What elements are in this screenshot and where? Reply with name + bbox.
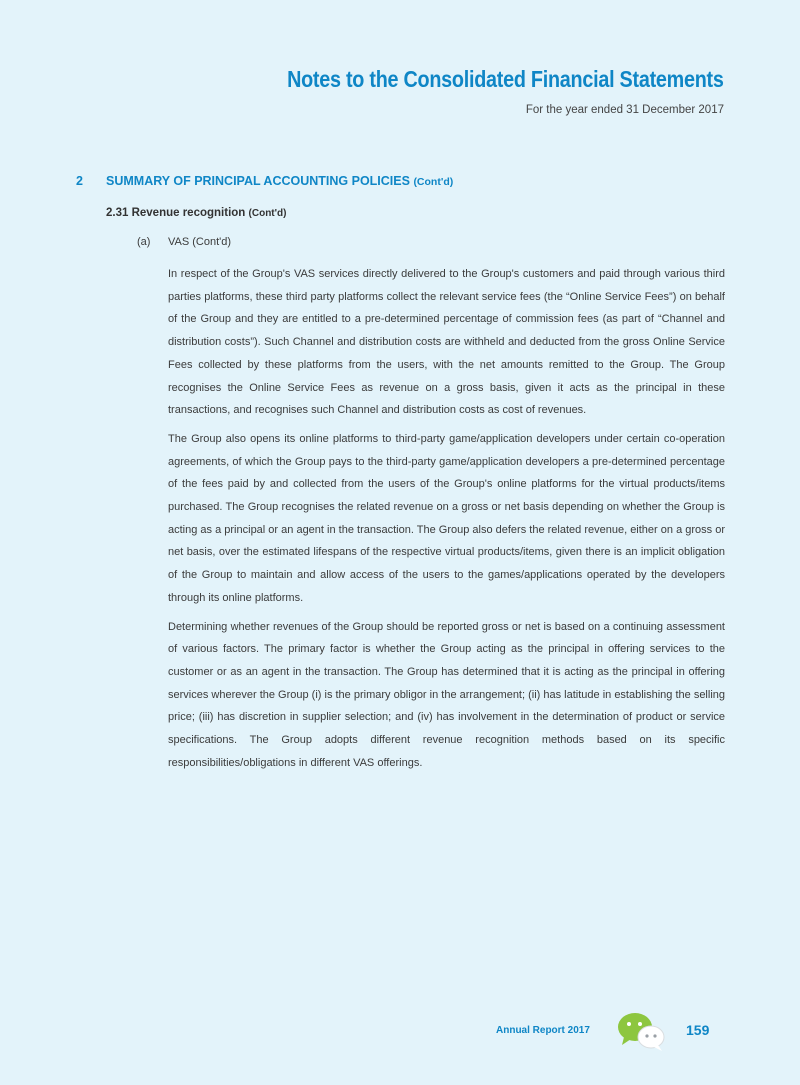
- section-contd: (Cont'd): [413, 176, 454, 188]
- item-heading: [137, 236, 231, 248]
- subsection-contd: (Cont'd): [248, 208, 287, 219]
- footer-label: Annual Report 2017: [496, 1025, 590, 1036]
- page-number: 159: [686, 1022, 710, 1038]
- section-title: SUMMARY OF PRINCIPAL ACCOUNTING POLICIES: [106, 174, 410, 188]
- wechat-logo-icon: [616, 1010, 668, 1052]
- paragraph: Determining whether revenues of the Group should be reported gross or net is based on a continuing assessment of various factors. The primary factor is whether the Group acting as the principal in offering services to the customer or as an agent in the transaction. The Group has determined that it is acting as the principal in offering services wherever the Group (i) is the primary obligor in the arrangement; (ii) has latitude in establishing the selling price; (iii) has discretion in supplier selection; and (iv) has involvement in the determination of product or service specifications. The Group adopts different revenue recognition methods based on its specific responsibilities/obligations in different VAS offerings.: [168, 620, 725, 769]
- page-subtitle: For the year ended 31 December 2017: [525, 104, 724, 116]
- section-number: 2: [76, 174, 83, 188]
- item-label: (a): [137, 236, 151, 248]
- paragraph: In respect of the Group's VAS services directly delivered to the Group's customers and paid through various third parties platforms, these third party platforms collect the relevant service fees (the “Online Service Fees”) on behalf of the Group and they are entitled to a pre-determined percentage of commission fees (as part of “Channel and distribution costs”). Such Channel and distribution costs are withheld and deducted from the gross Online Service Fees collected by these platforms from the users, with the net amounts remitted to the Group. The Group recognises the Online Service Fees as revenue on a gross basis, given it acts as the principal in these transactions, and recognises such Channel and distribution costs as cost of revenues.: [168, 268, 725, 417]
- paragraph: The Group also opens its online platforms to third-party game/application developers under certain co-operation agreements, of which the Group pays to the third-party game/application developers a pre-determined percentage of the fees paid by and collected from the users of the Group's online platforms for the virtual products/items purchased. The Group recognises the related revenue on a gross or net basis depending on whether the Group is acting as a principal or an agent in the transaction. The Group also defers the related revenue, either on a gross or net basis, over the estimated lifespans of the respective virtual products/items, given there is an implicit obligation of the Group to maintain and allow access of the users to the games/applications operated by the developers through its online platforms.: [168, 432, 725, 604]
- subsection-heading: [106, 207, 286, 219]
- section-heading: [76, 174, 453, 188]
- item-title: VAS (Cont'd): [168, 236, 232, 248]
- subsection-title: 2.31 Revenue recognition: [106, 207, 246, 219]
- page-title: Notes to the Consolidated Financial Statements: [287, 66, 724, 92]
- body-text: [168, 263, 725, 780]
